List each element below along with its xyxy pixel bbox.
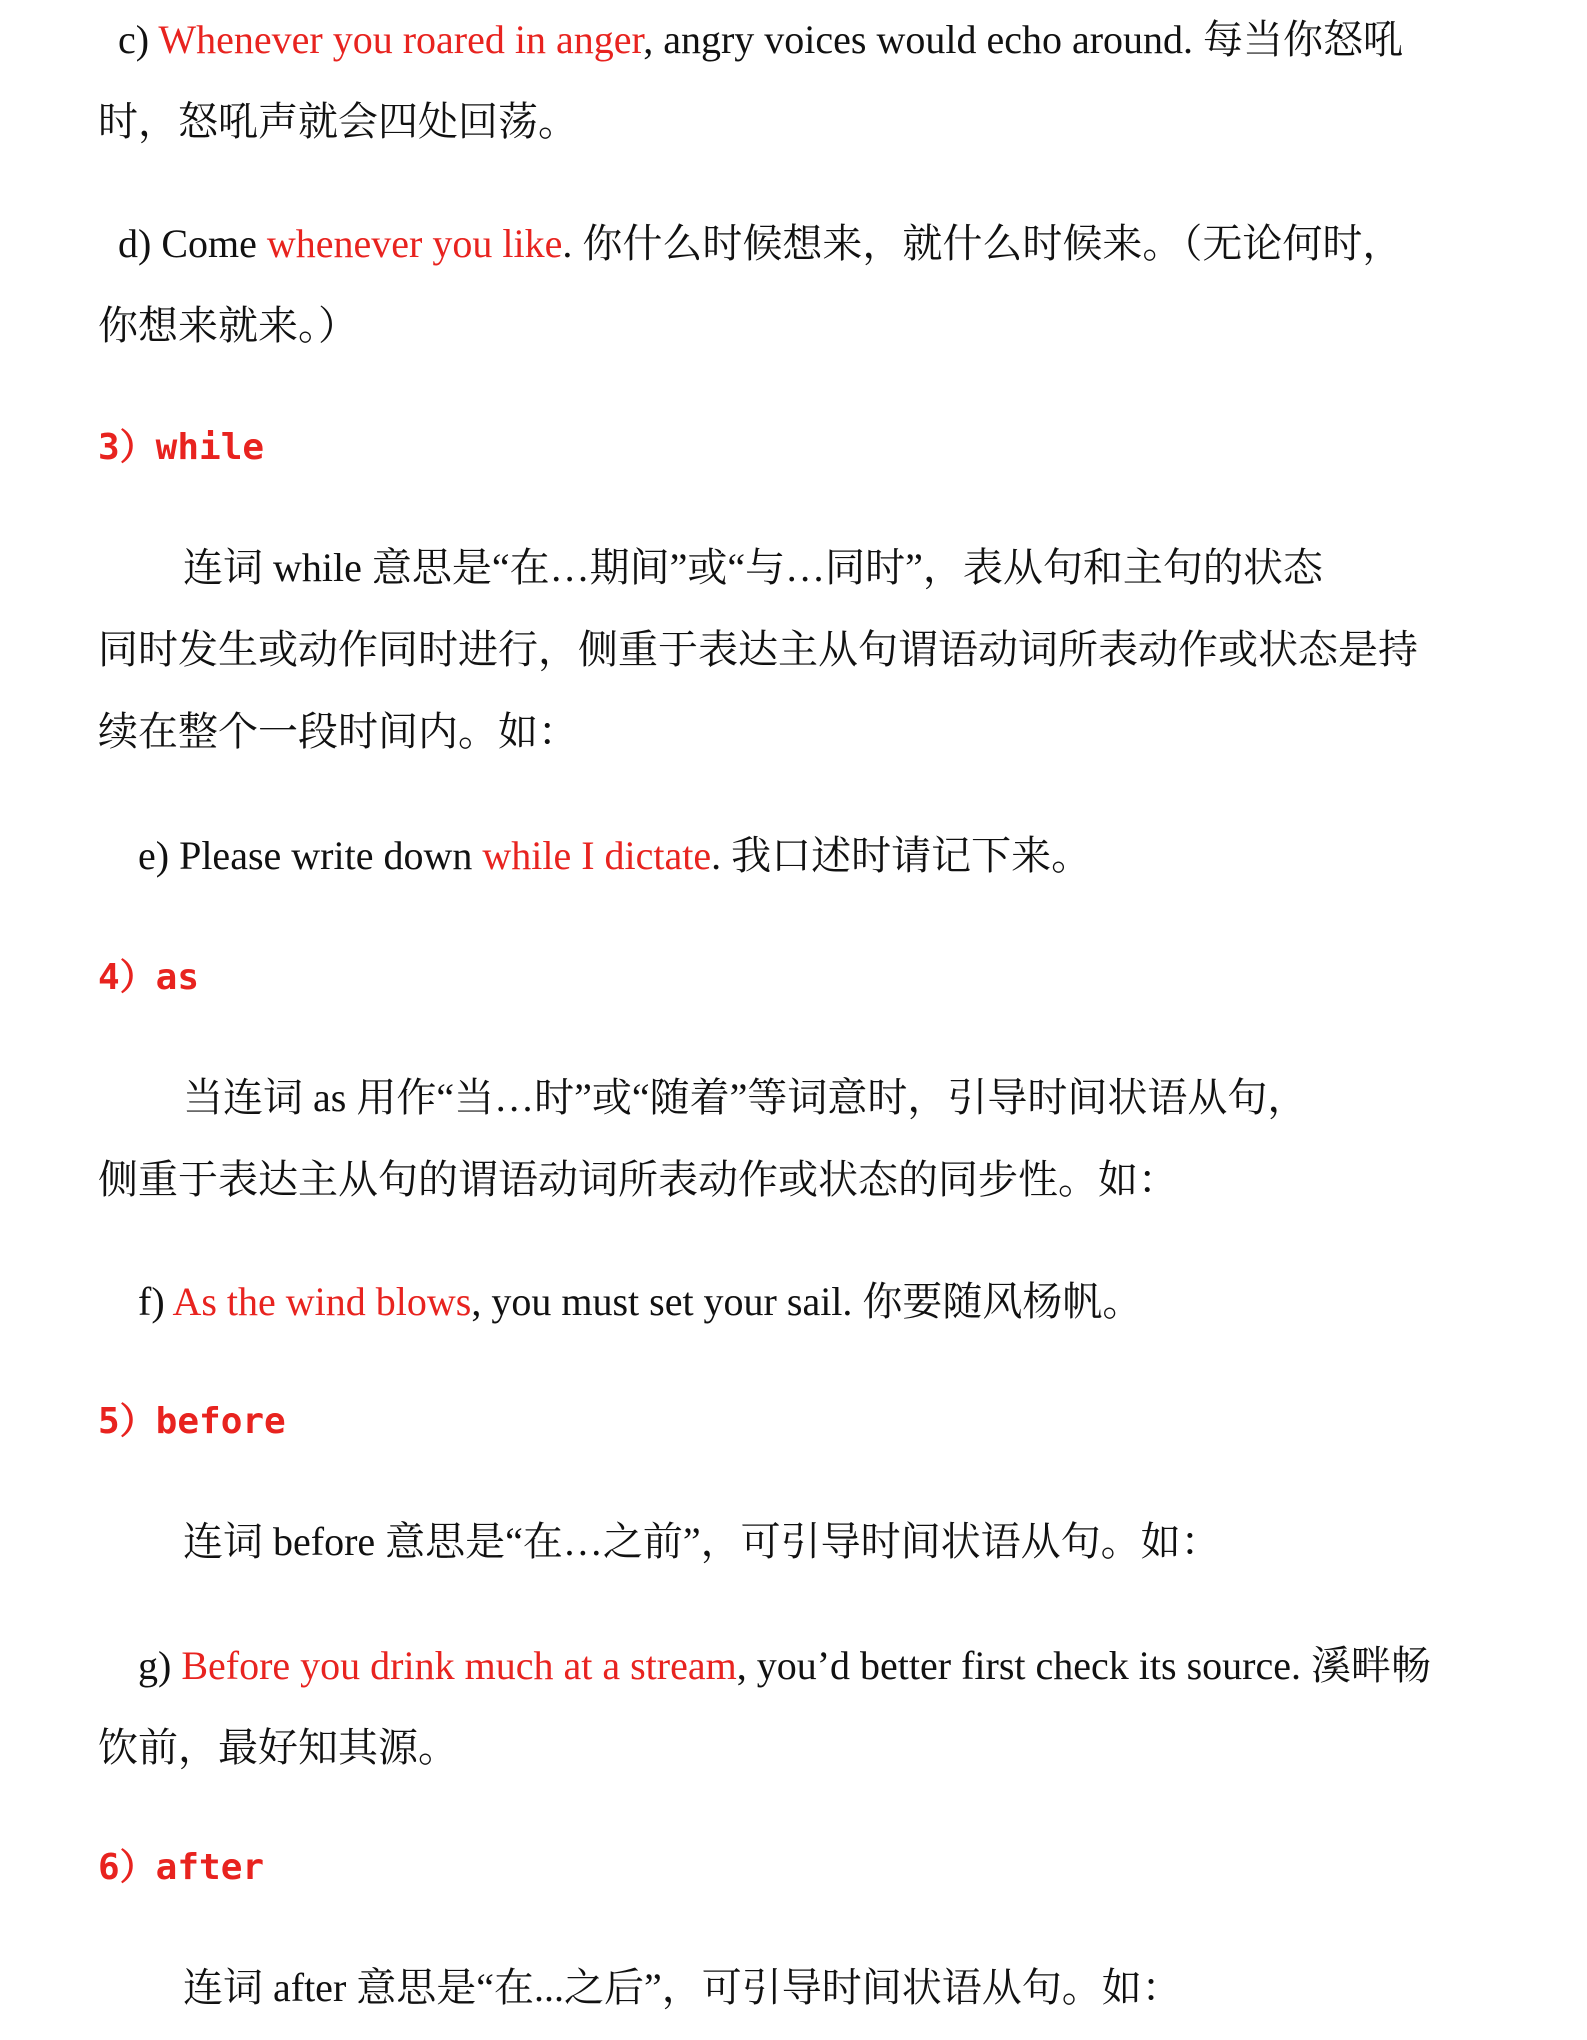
example-d-continuation: 你想来就来。）	[98, 303, 358, 348]
example-c	[118, 14, 1518, 66]
example-d-rest: . 你什么时候想来，就什么时候来。（无论何时，	[562, 221, 1403, 266]
paragraph-as-line-1: 当连词 as 用作“当…时”或“随着”等词意时，引导时间状语从句，	[183, 1075, 1308, 1120]
example-d-label: d) Come	[118, 221, 267, 266]
example-g	[138, 1640, 1538, 1692]
example-g-label: g)	[138, 1643, 182, 1688]
paragraph-as-line-2: 侧重于表达主从句的谓语动词所表动作或状态的同步性。如：	[98, 1157, 1178, 1202]
paragraph-while-line-1: 连词 while 意思是“在…期间”或“与…同时”，表从句和主句的状态	[183, 545, 1323, 590]
example-c-rest: , angry voices would echo around. 每当你怒吼	[643, 17, 1404, 62]
example-d-clause: whenever you like	[266, 221, 563, 266]
example-e-rest: . 我口述时请记下来。	[711, 833, 1092, 878]
example-f-label: f)	[138, 1279, 173, 1324]
example-f	[138, 1276, 1538, 1328]
example-d	[118, 218, 1518, 270]
paragraph-after-line-1: 连词 after 意思是“在...之后”，可引导时间状语从句。如：	[183, 1965, 1182, 2010]
heading-before: 5）before	[98, 1401, 286, 1442]
example-g-continuation: 饮前，最好知其源。	[98, 1725, 458, 1770]
paragraph-while-line-3: 续在整个一段时间内。如：	[98, 709, 578, 754]
paragraph-before-line-1: 连词 before 意思是“在…之前”，可引导时间状语从句。如：	[183, 1519, 1221, 1564]
heading-as: 4）as	[98, 957, 200, 998]
example-e-label: e) Please write down	[138, 833, 483, 878]
heading-while: 3）while	[98, 427, 265, 468]
example-c-continuation: 时，怒吼声就会四处回荡。	[98, 99, 578, 144]
paragraph-while-line-2: 同时发生或动作同时进行，侧重于表达主从句谓语动词所表动作或状态是持	[98, 627, 1418, 672]
example-g-rest: , you’d better first check its source. 溪畔畅	[736, 1643, 1431, 1688]
example-g-clause: Before you drink much at a stream	[181, 1643, 737, 1688]
example-c-label: c)	[118, 17, 159, 62]
heading-after: 6）after	[98, 1847, 265, 1888]
example-f-clause: As the wind blows	[172, 1279, 472, 1324]
example-e	[138, 830, 1538, 882]
example-f-rest: , you must set your sail. 你要随风杨帆。	[471, 1279, 1143, 1324]
example-c-clause: Whenever you roared in anger	[158, 17, 644, 62]
example-e-clause: while I dictate	[482, 833, 712, 878]
